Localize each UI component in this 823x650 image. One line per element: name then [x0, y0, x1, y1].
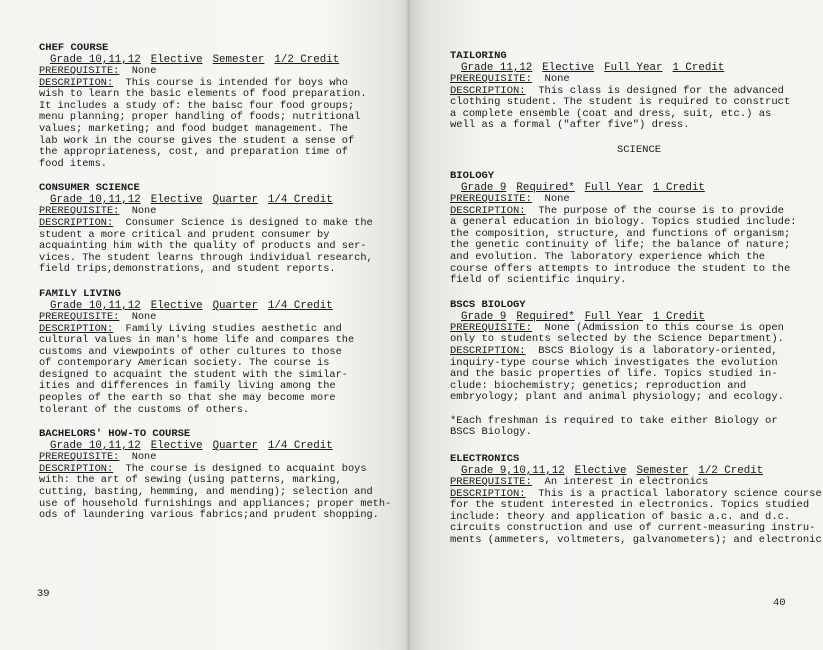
description-line: the composition, structure, and functions of organism;: [450, 227, 791, 240]
course-credit: 1 Credit: [672, 62, 725, 74]
description-label: DESCRIPTION:: [39, 462, 114, 475]
page-number: 39: [37, 588, 50, 600]
course-title: BACHELORS' HOW-TO COURSE: [39, 428, 191, 441]
prerequisite-value: None: [131, 310, 157, 323]
description-text: This class is designed for the advanced: [538, 84, 784, 97]
description-line: wish to learn the basic elements of food preparation.: [39, 88, 367, 101]
description-line: for the student interested in electronics. Topics studied: [450, 499, 810, 512]
course-title: TAILORING: [450, 50, 507, 62]
course-type: Elective: [150, 54, 203, 66]
course-term: Quarter: [212, 299, 258, 312]
course-term: Full Year: [604, 62, 663, 74]
prerequisite-value: An interest in electronics: [544, 476, 709, 489]
description-label: DESCRIPTION:: [450, 487, 526, 500]
course-grade: Grade 10,11,12: [50, 54, 141, 66]
description-line: inquiry-type course which investigates the evolution: [450, 356, 778, 369]
note-line: *Each freshman is required to take either Biology or: [450, 414, 778, 427]
description-line: ities and differences in family living among the: [39, 380, 336, 393]
course-grade: Grade 10,11,12: [50, 299, 141, 312]
page-39: [0, 0, 410, 650]
course-bscs-biology: [450, 299, 798, 404]
prerequisite-value: None: [131, 451, 157, 464]
description-line: ments (ammeters, voltmeters, galvanometers); and electronic: [450, 534, 822, 547]
section-heading-science: SCIENCE: [616, 143, 662, 156]
description-line: designed to acquaint the student with the similar-: [39, 368, 348, 381]
description-line: use of household furnishings and appliances; proper meth-: [39, 497, 392, 510]
description-line: customs and viewpoints of other cultures to those: [39, 345, 342, 358]
prerequisite-label: PREREQUISITE:: [450, 192, 532, 205]
course-credit: 1/2 Credit: [698, 465, 764, 478]
prerequisite-label: PREREQUISITE:: [39, 451, 120, 464]
description-line: cutting, basting, hemming, and mending); selection and: [39, 486, 373, 499]
description-label: DESCRIPTION:: [39, 76, 114, 89]
left-page-column: [39, 42, 392, 534]
description-text: Consumer Science is designed to make the: [125, 216, 373, 229]
description-line: course offers attempts to introduce the student to the: [450, 262, 791, 275]
description-line: It includes a study of: the baisc four food groups;: [39, 99, 355, 112]
course-family-living: [39, 288, 369, 416]
course-grade: Grade 11,12: [461, 62, 533, 74]
course-type: Elective: [150, 194, 203, 207]
prerequisite-value: None: [131, 65, 157, 77]
page-40: [410, 0, 823, 650]
description-line: of contemporary American society. The course is: [39, 357, 330, 370]
description-line: clothing student. The student is required to construct: [450, 96, 791, 109]
description-line: vices. The student learns through individual research,: [39, 251, 373, 264]
course-credit: 1/2 Credit: [274, 54, 340, 66]
course-grade: Grade 9: [461, 310, 507, 323]
description-line: tolerant of the customs of others.: [39, 403, 250, 416]
course-type: Elective: [574, 465, 627, 478]
description-text: Family Living studies aesthetic and: [125, 322, 342, 335]
course-type: Elective: [150, 440, 203, 453]
prerequisite-label: PREREQUISITE:: [450, 476, 532, 489]
course-type: Elective: [150, 299, 203, 312]
description-line: lab work in the course gives the student a sense of: [39, 134, 355, 147]
course-term: Quarter: [212, 440, 258, 453]
description-line: include: theory and application of basic a.c. and d.c.: [450, 510, 791, 523]
course-type: Required*: [516, 181, 575, 194]
prerequisite-value: None: [544, 73, 570, 85]
course-credit: 1/4 Credit: [267, 299, 333, 312]
description-text: The purpose of the course is to provide: [538, 204, 784, 217]
course-term: Full Year: [584, 181, 644, 194]
course-grade: Grade 9,10,11,12: [461, 465, 565, 478]
description-line: a general education in biology. Topics studied include:: [450, 216, 797, 229]
course-title: BSCS BIOLOGY: [450, 298, 526, 311]
prerequisite-label: PREREQUISITE:: [39, 205, 120, 218]
description-line: circuits construction and use of current-measuring instru-: [450, 522, 816, 535]
description-text: This is a practical laboratory science course: [538, 487, 822, 500]
course-title: ELECTRONICS: [450, 453, 520, 466]
course-type: Elective: [542, 62, 595, 74]
course-electronics: [450, 453, 822, 547]
description-line: well as a formal ("after five") dress.: [450, 119, 690, 132]
description-line: a complete ensemble (coat and dress, suit, etc.) as: [450, 107, 772, 120]
prerequisite-label: PREREQUISITE:: [450, 73, 532, 85]
course-credit: 1/4 Credit: [267, 194, 333, 207]
course-biology: [450, 170, 798, 287]
course-term: Semester: [636, 465, 689, 478]
description-line: field of scientific inquiry.: [450, 274, 627, 287]
note-line: BSCS Biology.: [450, 426, 532, 439]
course-credit: 1 Credit: [653, 181, 705, 194]
description-line: the genetic continuity of life; the balance of nature;: [450, 239, 791, 252]
freshman-note: [450, 416, 798, 439]
description-label: DESCRIPTION:: [39, 216, 114, 229]
prerequisite-value: None: [544, 192, 570, 205]
description-line: student a more critical and prudent consumer by: [39, 228, 330, 241]
prerequisite-value: None (Admission to this course is open: [544, 321, 784, 334]
description-line: the appropriateness, cost, and preparation time of: [39, 146, 348, 159]
course-title: CONSUMER SCIENCE: [39, 182, 140, 195]
course-title: CHEF COURSE: [39, 42, 109, 54]
description-text: BSCS Biology is a laboratory-oriented,: [538, 344, 778, 357]
prerequisite-value: None: [131, 205, 157, 218]
description-line: embryology; plant and animal physiology; and ecology.: [450, 391, 784, 404]
prerequisite-label: PREREQUISITE:: [450, 321, 532, 334]
course-grade: Grade 9: [461, 181, 507, 194]
course-term: Semester: [212, 54, 265, 66]
description-line: and the basic properties of life. Topics studied in-: [450, 368, 778, 381]
description-line: food items.: [39, 157, 107, 170]
description-label: DESCRIPTION:: [39, 322, 114, 335]
description-line: [450, 346, 798, 358]
description-line: clude: biochemistry; genetics; reproduction and: [450, 379, 747, 392]
course-chef: [39, 42, 369, 170]
description-line: and evolution. The laboratory experience which the: [450, 250, 766, 263]
course-tailoring: [450, 50, 798, 132]
prerequisite-line: only to students selected by the Science Department).: [450, 333, 784, 346]
description-label: DESCRIPTION:: [450, 204, 526, 217]
course-consumer-science: [39, 182, 373, 276]
course-grade: Grade 10,11,12: [50, 440, 141, 453]
course-title: BIOLOGY: [450, 169, 495, 182]
course-term: Full Year: [584, 310, 644, 323]
description-line: peoples of the earth so that she may become more: [39, 392, 336, 405]
page-number: 40: [773, 597, 786, 609]
prerequisite-label: PREREQUISITE:: [39, 310, 120, 323]
description-line: [39, 216, 373, 230]
description-line: with: the art of sewing (using patterns, marking,: [39, 474, 342, 487]
description-line: values; marketing; and food budget management. The: [39, 122, 348, 135]
description-line: ods of laundering various fabrics;and prudent shopping.: [39, 509, 379, 522]
course-title: FAMILY LIVING: [39, 287, 121, 300]
description-text: This course is intended for boys who: [125, 76, 348, 89]
course-credit: 1/4 Credit: [267, 440, 333, 453]
course-type: Required*: [516, 310, 575, 323]
description-label: DESCRIPTION:: [450, 84, 526, 97]
description-label: DESCRIPTION:: [450, 344, 526, 357]
course-term: Quarter: [212, 194, 258, 207]
description-line: acquainting him with the quality of products and ser-: [39, 240, 367, 253]
description-text: The course is designed to acquaint boys: [125, 462, 367, 475]
right-page-column: [450, 50, 822, 559]
prerequisite-label: PREREQUISITE:: [39, 65, 120, 77]
course-bachelors-how-to: [39, 428, 392, 522]
course-grade: Grade 10,11,12: [50, 194, 141, 207]
course-credit: 1 Credit: [653, 310, 705, 323]
description-line: menu planning; proper handling of foods; nutritional: [39, 111, 361, 124]
description-line: field trips,demonstrations, and student reports.: [39, 263, 336, 276]
description-line: cultural values in man's home life and compares the: [39, 334, 355, 347]
